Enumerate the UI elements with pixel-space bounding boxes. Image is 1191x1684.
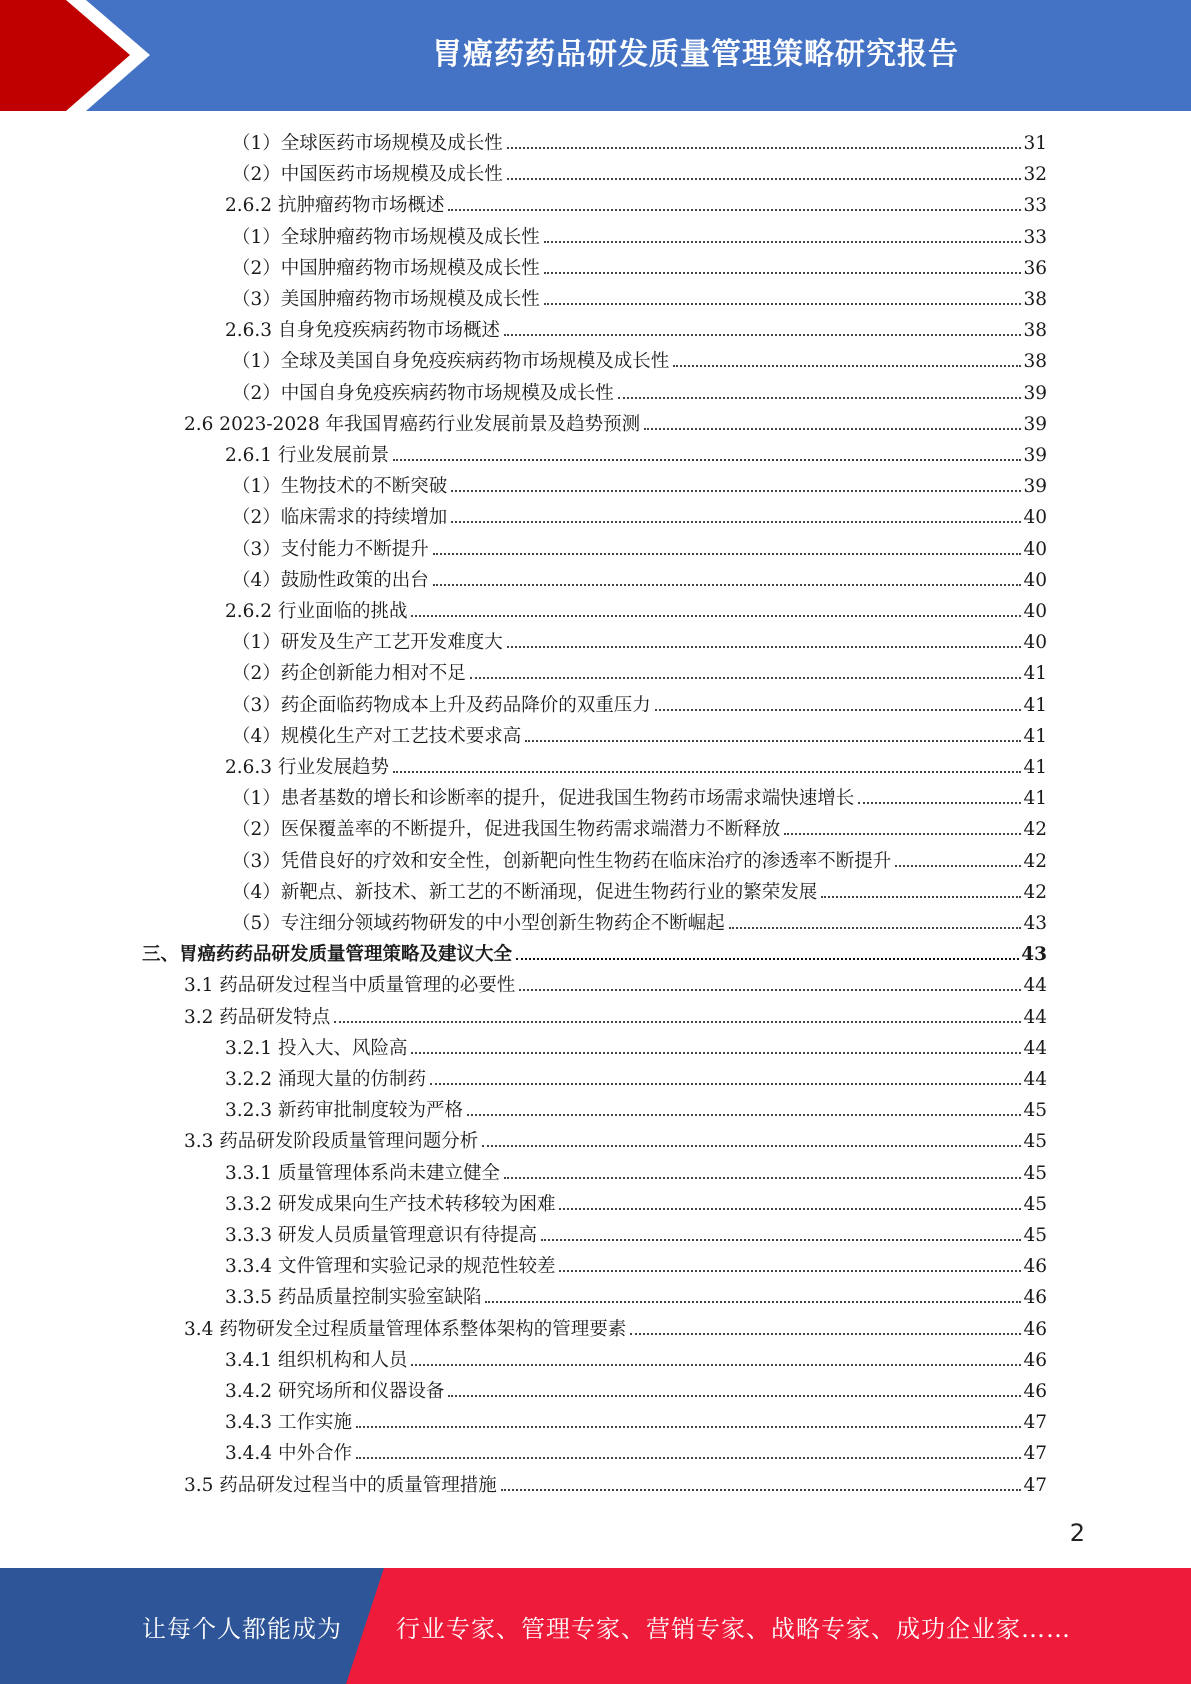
toc-entry[interactable] [232, 721, 1047, 752]
toc-entry[interactable] [225, 596, 1047, 627]
toc-entry-title: 3.1 药品研发过程当中质量管理的必要性 [184, 975, 516, 996]
toc-entry-title: （5）专注细分领域药物研发的中小型创新生物药企不断崛起 [232, 913, 725, 934]
toc-dot-leader [504, 334, 1021, 336]
toc-entry-title: 3.2.2 涌现大量的仿制药 [225, 1069, 426, 1090]
toc-entry[interactable] [232, 471, 1047, 502]
toc-entry-title: 3.3.5 药品质量控制实验室缺陷 [225, 1287, 482, 1308]
toc-entry[interactable] [232, 627, 1047, 658]
toc-entry[interactable] [232, 565, 1047, 596]
toc-entry-title: （1）患者基数的增长和诊断率的提升，促进我国生物药市场需求端快速增长 [232, 788, 855, 809]
toc-dot-leader [559, 1270, 1021, 1272]
toc-entry[interactable] [225, 1407, 1047, 1438]
toc-dot-leader [433, 553, 1022, 555]
toc-entry-title: 3.3.3 研发人员质量管理意识有待提高 [225, 1225, 537, 1246]
toc-entry[interactable] [225, 1438, 1047, 1469]
toc-entry[interactable] [232, 534, 1047, 565]
toc-entry[interactable] [232, 346, 1047, 377]
toc-dot-leader [507, 147, 1022, 149]
toc-entry-title: （4）鼓励性政策的出台 [232, 570, 429, 591]
toc-entry-title: 3.2.1 投入大、风险高 [225, 1038, 408, 1059]
toc-dot-leader [485, 1301, 1021, 1303]
toc-entry-title: 3.4.4 中外合作 [225, 1443, 352, 1464]
toc-dot-leader [451, 490, 1021, 492]
toc-dot-leader [393, 459, 1021, 461]
toc-entry[interactable] [232, 783, 1047, 814]
toc-entry-page: 44 [1023, 975, 1047, 996]
toc-dot-leader [356, 1457, 1022, 1459]
toc-dot-leader [544, 241, 1022, 243]
toc-entry-page: 44 [1023, 1007, 1047, 1028]
toc-entry-page: 47 [1023, 1443, 1047, 1464]
toc-dot-leader [673, 365, 1021, 367]
toc-entry-title: （1）研发及生产工艺开发难度大 [232, 632, 503, 653]
toc-entry-title: 3.4.1 组织机构和人员 [225, 1350, 408, 1371]
toc-entry-title: 2.6.3 自身免疫疾病药物市场概述 [225, 320, 500, 341]
toc-entry-page: 40 [1023, 570, 1047, 591]
toc-dot-leader [411, 1052, 1021, 1054]
toc-entry-title: （2）中国医药市场规模及成长性 [232, 164, 503, 185]
toc-dot-leader [544, 303, 1022, 305]
toc-dot-leader [334, 1021, 1021, 1023]
toc-entry-page: 46 [1023, 1287, 1047, 1308]
toc-entry-title: （2）中国自身免疫疾病药物市场规模及成长性 [232, 383, 614, 404]
toc-entry-title: 2.6.1 行业发展前景 [225, 445, 389, 466]
toc-entry[interactable] [232, 690, 1047, 721]
toc-entry-page: 45 [1023, 1163, 1047, 1184]
toc-entry-title: 2.6.2 行业面临的挑战 [225, 601, 408, 622]
toc-entry-page: 39 [1023, 445, 1047, 466]
toc-entry-title: （2）医保覆盖率的不断提升，促进我国生物药需求端潜力不断释放 [232, 819, 781, 840]
toc-entry-page: 43 [1021, 944, 1047, 965]
toc-entry-page: 41 [1023, 726, 1047, 747]
toc-entry[interactable] [225, 1033, 1047, 1064]
toc-entry[interactable] [184, 970, 1047, 1001]
toc-dot-leader [516, 958, 1019, 960]
toc-dot-leader [433, 584, 1022, 586]
footer-slogan-left: 让每个人都能成为 [142, 1614, 342, 1643]
toc-entry[interactable] [225, 1064, 1047, 1095]
toc-dot-leader [618, 397, 1022, 399]
toc-entry-title: （4）规模化生产对工艺技术要求高 [232, 726, 522, 747]
toc-entry-title: 3.4.3 工作实施 [225, 1412, 352, 1433]
toc-entry[interactable] [142, 939, 1047, 970]
page-number: 2 [1069, 1519, 1085, 1547]
toc-entry-title: （2）药企创新能力相对不足 [232, 663, 466, 684]
toc-dot-leader [448, 1395, 1021, 1397]
toc-entry-title: （3）美国肿瘤药物市场规模及成长性 [232, 289, 540, 310]
toc-dot-leader [504, 1177, 1021, 1179]
toc-entry-title: （4）新靶点、新技术、新工艺的不断涌现，促进生物药行业的繁荣发展 [232, 882, 818, 903]
toc-dot-leader [448, 209, 1021, 211]
toc-dot-leader [470, 677, 1022, 679]
toc-entry-page: 31 [1023, 133, 1047, 154]
toc-dot-leader [858, 802, 1021, 804]
toc-entry[interactable] [232, 877, 1047, 908]
toc-entry[interactable] [232, 284, 1047, 315]
toc-entry-title: （3）支付能力不断提升 [232, 539, 429, 560]
toc-entry[interactable] [225, 440, 1047, 471]
toc-entry[interactable] [225, 1376, 1047, 1407]
toc-entry-page: 41 [1023, 695, 1047, 716]
red-chevron-banner-icon [0, 0, 160, 111]
toc-entry-page: 45 [1023, 1100, 1047, 1121]
toc-entry-page: 41 [1023, 788, 1047, 809]
toc-dot-leader [729, 927, 1022, 929]
toc-entry-title: 3.5 药品研发过程当中的质量管理措施 [184, 1475, 497, 1496]
toc-dot-leader [525, 740, 1021, 742]
toc-entry-title: （3）药企面临药物成本上升及药品降价的双重压力 [232, 695, 651, 716]
toc-entry-title: 三、胃癌药药品研发质量管理策略及建议大全 [142, 944, 513, 965]
toc-entry-title: （1）全球及美国自身免疫疾病药物市场规模及成长性 [232, 351, 670, 372]
toc-entry[interactable] [232, 814, 1047, 845]
toc-entry-title: （2）临床需求的持续增加 [232, 507, 448, 528]
report-title: 胃癌药药品研发质量管理策略研究报告 [432, 36, 959, 72]
toc-entry-page: 41 [1023, 757, 1047, 778]
toc-entry[interactable] [225, 752, 1047, 783]
toc-entry[interactable] [232, 502, 1047, 533]
toc-dot-leader [393, 771, 1021, 773]
toc-entry-title: 3.2 药品研发特点 [184, 1007, 331, 1028]
toc-entry-page: 42 [1023, 851, 1047, 872]
toc-dot-leader [507, 178, 1022, 180]
toc-entry-page: 47 [1023, 1475, 1047, 1496]
toc-dot-leader [482, 1145, 1021, 1147]
toc-dot-leader [784, 833, 1021, 835]
toc-entry-page: 42 [1023, 819, 1047, 840]
toc-entry-page: 38 [1023, 289, 1047, 310]
toc-entry-page: 33 [1023, 227, 1047, 248]
footer-slogan-right: 行业专家、管理专家、营销专家、战略专家、成功企业家…… [396, 1614, 1071, 1643]
toc-entry[interactable] [225, 1095, 1047, 1126]
toc-entry-page: 40 [1023, 539, 1047, 560]
toc-entry-title: 2.6 2023-2028 年我国胃癌药行业发展前景及趋势预测 [184, 414, 641, 435]
page-footer [0, 1568, 1191, 1684]
toc-entry-title: 2.6.3 行业发展趋势 [225, 757, 389, 778]
toc-entry-page: 44 [1023, 1069, 1047, 1090]
toc-entry-page: 38 [1023, 320, 1047, 341]
toc-entry[interactable] [225, 1220, 1047, 1251]
toc-entry-page: 40 [1023, 507, 1047, 528]
toc-entry-page: 36 [1023, 258, 1047, 279]
toc-entry[interactable] [232, 658, 1047, 689]
toc-entry-title: 3.4 药物研发全过程质量管理体系整体架构的管理要素 [184, 1319, 627, 1340]
toc-dot-leader [430, 1083, 1021, 1085]
toc-dot-leader [544, 272, 1022, 274]
toc-entry[interactable] [184, 1470, 1047, 1501]
toc-entry[interactable] [184, 1126, 1047, 1157]
toc-dot-leader [630, 1333, 1021, 1335]
toc-dot-leader [411, 1364, 1021, 1366]
toc-entry[interactable] [232, 378, 1047, 409]
toc-entry-title: （1）生物技术的不断突破 [232, 476, 448, 497]
toc-entry-title: （1）全球医药市场规模及成长性 [232, 133, 503, 154]
toc-entry-page: 41 [1023, 663, 1047, 684]
toc-entry-page: 38 [1023, 351, 1047, 372]
toc-entry[interactable] [225, 1158, 1047, 1189]
toc-entry-title: 2.6.2 抗肿瘤药物市场概述 [225, 195, 445, 216]
toc-entry[interactable] [225, 1189, 1047, 1220]
toc-entry-title: （3）凭借良好的疗效和安全性，创新靶向性生物药在临床治疗的渗透率不断提升 [232, 851, 892, 872]
toc-dot-leader [644, 428, 1021, 430]
toc-entry-page: 46 [1023, 1256, 1047, 1277]
toc-dot-leader [411, 615, 1021, 617]
toc-dot-leader [356, 1426, 1022, 1428]
toc-entry-title: （2）中国肿瘤药物市场规模及成长性 [232, 258, 540, 279]
toc-dot-leader [501, 1489, 1022, 1491]
toc-dot-leader [655, 709, 1022, 711]
toc-entry-page: 32 [1023, 164, 1047, 185]
toc-entry[interactable] [184, 1002, 1047, 1033]
toc-entry-page: 33 [1023, 195, 1047, 216]
toc-dot-leader [467, 1114, 1021, 1116]
toc-entry-page: 39 [1023, 476, 1047, 497]
toc-entry-title: 3.4.2 研究场所和仪器设备 [225, 1381, 445, 1402]
toc-dot-leader [559, 1208, 1021, 1210]
toc-entry[interactable] [225, 1345, 1047, 1376]
toc-entry[interactable] [232, 159, 1047, 190]
toc-entry[interactable] [232, 253, 1047, 284]
toc-entry[interactable] [225, 190, 1047, 221]
toc-entry[interactable] [225, 1251, 1047, 1282]
page-header [0, 0, 1191, 111]
toc-entry-page: 40 [1023, 632, 1047, 653]
toc-entry-title: （1）全球肿瘤药物市场规模及成长性 [232, 227, 540, 248]
toc-entry-page: 40 [1023, 601, 1047, 622]
toc-entry-title: 3.3 药品研发阶段质量管理问题分析 [184, 1131, 479, 1152]
toc-entry-page: 46 [1023, 1350, 1047, 1371]
toc-entry-title: 3.2.3 新药审批制度较为严格 [225, 1100, 463, 1121]
toc-entry-page: 39 [1023, 414, 1047, 435]
toc-entry-page: 46 [1023, 1319, 1047, 1340]
toc-entry[interactable] [184, 1314, 1047, 1345]
toc-dot-leader [895, 865, 1021, 867]
toc-entry[interactable] [232, 128, 1047, 159]
toc-dot-leader [507, 646, 1022, 648]
toc-dot-leader [541, 1239, 1021, 1241]
toc-entry-title: 3.3.1 质量管理体系尚未建立健全 [225, 1163, 500, 1184]
toc-entry[interactable] [225, 1282, 1047, 1313]
toc-entry[interactable] [232, 846, 1047, 877]
toc-entry[interactable] [232, 222, 1047, 253]
toc-entry-page: 45 [1023, 1194, 1047, 1215]
toc-dot-leader [821, 896, 1021, 898]
toc-entry-page: 47 [1023, 1412, 1047, 1433]
toc-entry-page: 45 [1023, 1131, 1047, 1152]
toc-entry-page: 45 [1023, 1225, 1047, 1246]
toc-dot-leader [451, 521, 1021, 523]
toc-dot-leader [519, 989, 1021, 991]
toc-entry-page: 44 [1023, 1038, 1047, 1059]
toc-entry[interactable] [232, 908, 1047, 939]
toc-entry-page: 43 [1023, 913, 1047, 934]
toc-entry-title: 3.3.2 研发成果向生产技术转移较为困难 [225, 1194, 556, 1215]
toc-entry-page: 42 [1023, 882, 1047, 903]
toc-entry-title: 3.3.4 文件管理和实验记录的规范性较差 [225, 1256, 556, 1277]
toc-entry[interactable] [184, 409, 1047, 440]
toc-entry-page: 39 [1023, 383, 1047, 404]
toc-entry[interactable] [225, 315, 1047, 346]
toc-entry-page: 46 [1023, 1381, 1047, 1402]
